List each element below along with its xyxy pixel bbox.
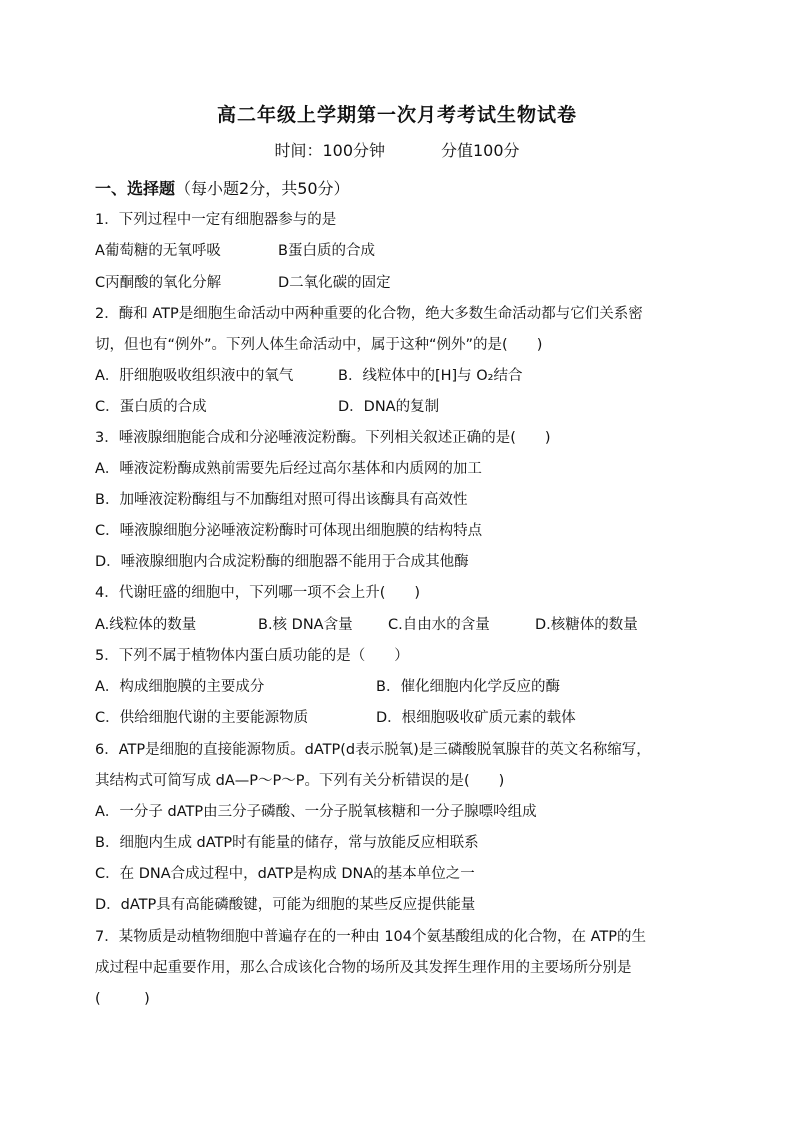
question-1-option-d: D二氧化碳的固定: [278, 275, 391, 291]
question-5-option-c: C．供给细胞代谢的主要能源物质: [95, 710, 309, 726]
question-6-option-a: A．一分子 dATP由三分子磷酸、一分子脱氧核糖和一分子腺嘌呤组成: [95, 804, 537, 820]
question-4-stem: 4．代谢旺盛的细胞中，下列哪一项不会上升( ): [95, 585, 421, 601]
exam-score: 分值100分: [441, 141, 520, 160]
question-2-option-d: D．DNA的复制: [338, 399, 440, 415]
question-1-option-b: B蛋白质的合成: [278, 243, 375, 259]
question-6-option-c: C．在 DNA合成过程中，dATP是构成 DNA的基本单位之一: [95, 866, 475, 882]
question-4-option-a: A.线粒体的数量: [95, 617, 197, 633]
question-2-option-b: B．线粒体中的[H]与 O₂结合: [338, 368, 523, 384]
question-5-option-d: D．根细胞吸收矿质元素的载体: [376, 710, 576, 726]
question-4-option-b: B.核 DNA含量: [258, 617, 353, 633]
question-3-option-c: C．唾液腺细胞分泌唾液淀粉酶时可体现出细胞膜的结构特点: [95, 523, 483, 539]
question-1-option-a: A葡萄糖的无氧呼吸: [95, 243, 221, 259]
question-5-option-a: A．构成细胞膜的主要成分: [95, 679, 265, 695]
question-7-stem-line-1: 7．某物质是动植物细胞中普遍存在的一种由 104个氨基酸组成的化合物，在 ATP的生: [95, 929, 647, 945]
question-7-stem-line-2: 成过程中起重要作用，那么合成该化合物的场所及其发挥生理作用的主要场所分别是: [95, 960, 632, 976]
question-3-stem: 3．唾液腺细胞能合成和分泌唾液淀粉酶。下列相关叙述正确的是( ): [95, 430, 551, 446]
question-1-option-c: C丙酮酸的氧化分解: [95, 275, 222, 291]
question-6-option-d: D．dATP具有高能磷酸键，可能为细胞的某些反应提供能量: [95, 897, 476, 913]
question-4-option-d: D.核糖体的数量: [535, 617, 638, 633]
question-3-option-b: B．加唾液淀粉酶组与不加酶组对照可得出该酶具有高效性: [95, 492, 468, 508]
exam-time: 时间：100分钟: [274, 141, 385, 160]
question-4-option-c: C.自由水的含量: [388, 617, 490, 633]
page-title: 高二年级上学期第一次月考考试生物试卷: [216, 104, 577, 126]
question-6-stem-line-1: 6．ATP是细胞的直接能源物质。dATP(d表示脱氧)是三磷酸脱氧腺苷的英文名称缩写，: [95, 742, 651, 758]
question-6-stem-line-2: 其结构式可简写成 dA—P～P～P。下列有关分析错误的是( ): [95, 773, 505, 789]
section-title: 一、选择题: [95, 179, 176, 198]
question-2-option-c: C．蛋白质的合成: [95, 399, 207, 415]
question-5-option-b: B．催化细胞内化学反应的酶: [376, 679, 560, 695]
question-1-stem: 1．下列过程中一定有细胞器参与的是: [95, 212, 337, 228]
question-2-stem-line-1: 2．酶和 ATP是细胞生命活动中两种重要的化合物，绝大多数生命活动都与它们关系密: [95, 306, 643, 322]
question-2-option-a: A．肝细胞吸收组织液中的氧气: [95, 368, 294, 384]
question-6-option-b: B．细胞内生成 dATP时有能量的储存，常与放能反应相联系: [95, 835, 479, 851]
question-5-stem: 5．下列不属于植物体内蛋白质功能的是（ ）: [95, 648, 409, 664]
question-7-stem-line-3: ( ): [95, 991, 150, 1007]
exam-meta: [0, 138, 794, 161]
section-note: （每小题2分，共50分）: [175, 179, 350, 198]
question-2-stem-line-2: 切，但也有“例外”。下列人体生命活动中，属于这种“例外”的是( ): [95, 337, 543, 353]
section-heading: [95, 176, 350, 199]
question-3-option-a: A．唾液淀粉酶成熟前需要先后经过高尔基体和内质网的加工: [95, 461, 482, 477]
question-3-option-d: D．唾液腺细胞内合成淀粉酶的细胞器不能用于合成其他酶: [95, 554, 469, 570]
